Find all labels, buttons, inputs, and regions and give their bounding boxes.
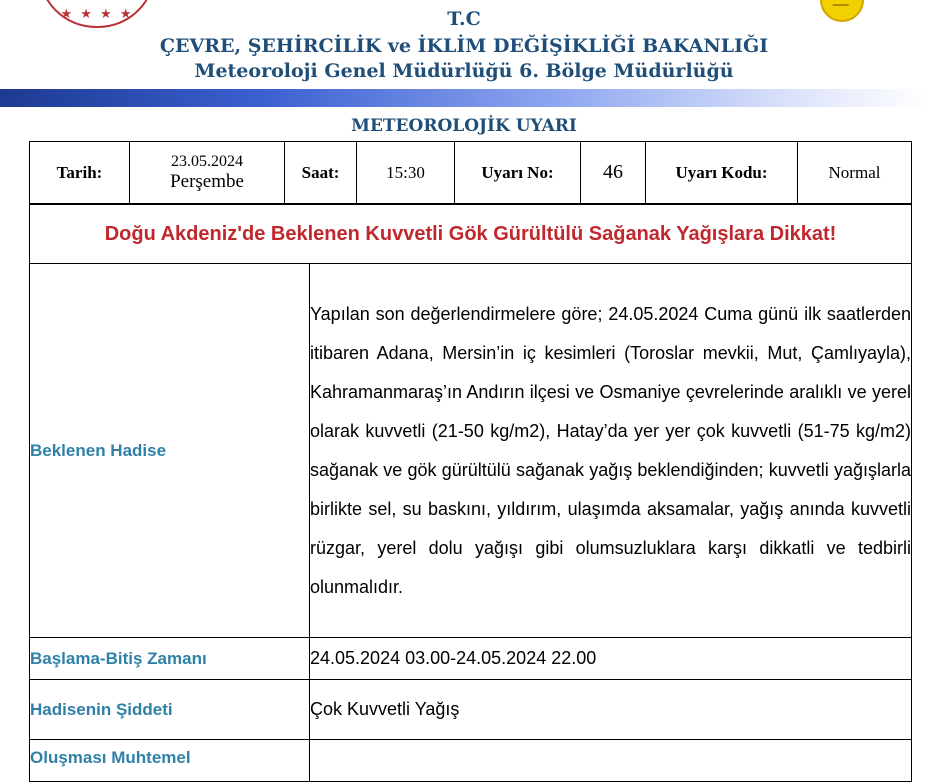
severity-label: Hadisenin Şiddeti <box>30 680 310 740</box>
period-value: 24.05.2024 03.00-24.05.2024 22.00 <box>310 638 912 680</box>
header-divider-band <box>0 89 928 107</box>
emblem-stars: ★ ★ ★ ★ <box>60 7 134 22</box>
warning-no-label: Uyarı No: <box>455 142 581 204</box>
time-label: Saat: <box>285 142 357 204</box>
document-title: METEOROLOJİK UYARI <box>351 116 577 136</box>
day-value: Perşembe <box>170 171 244 192</box>
expected-event-label: Beklenen Hadise <box>30 264 310 638</box>
header-directorate: Meteoroloji Genel Müdürlüğü 6. Bölge Müdürlüğü <box>194 60 734 82</box>
warning-no-value: 46 <box>581 142 646 204</box>
date-value: 23.05.2024 <box>171 153 243 170</box>
expected-event-text: Yapılan son değerlendirmelere göre; 24.05.2024 Cuma günü ilk saatlerden itibaren Adana, Mersin’in iç kesimleri (Toroslar mevkii, Mut, Çamlıyayla), Kahramanmaraş’ın Andırın ilçesi ve Osmaniye çevrelerinde aralıklı ve yerel olarak kuvvetli (21-50 kg/m2), Hatay’da yer yer çok kuvvetli (51-75 kg/m2) sağanak ve gök gürültülü sağanak yağış beklendiğinden; kuvvetli yağışlarla birlikte sel, su baskını, yıldırım, ulaşımda aksamalar, yağış anında kuvvetli rüzgar, yerel dolu yağışı gibi olumsuzluklara karşı dikkatli ve tedbirli olunmalıdır. <box>310 264 912 638</box>
warning-code-value: Normal <box>798 142 912 204</box>
emblem-mark-icon <box>832 0 851 6</box>
header-republic: T.C <box>447 8 481 30</box>
period-label: Başlama-Bitiş Zamanı <box>30 638 310 680</box>
date-cell <box>130 142 285 204</box>
header-ministry: ÇEVRE, ŞEHİRCİLİK ve İKLİM DEĞİŞİKLİĞİ BAKANLIĞI <box>159 35 769 57</box>
severity-value: Çok Kuvvetli Yağış <box>310 680 912 740</box>
warning-details-table <box>29 204 912 782</box>
warning-headline: Doğu Akdeniz'de Beklenen Kuvvetli Gök Gürültülü Sağanak Yağışlara Dikkat! <box>30 205 912 264</box>
date-label: Tarih: <box>30 142 130 204</box>
warning-info-table <box>29 141 912 204</box>
likely-impacts-label: Oluşması Muhtemel <box>30 740 310 782</box>
warning-code-label: Uyarı Kodu: <box>646 142 798 204</box>
time-value: 15:30 <box>357 142 455 204</box>
